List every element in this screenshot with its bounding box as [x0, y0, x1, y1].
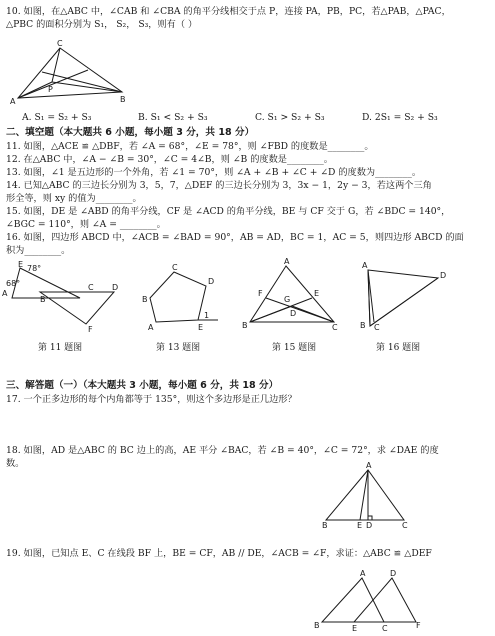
label-b: B — [120, 95, 126, 104]
triangle-abc — [326, 470, 404, 520]
fig15-label-g: G — [284, 295, 291, 304]
fig15-label-b: B — [242, 321, 248, 330]
q19-label-f: F — [416, 621, 421, 630]
q10-option-d[interactable]: D. 2S₁ = S₂ + S₃ — [362, 112, 438, 123]
figure-11 — [2, 260, 123, 334]
question-16-line-1: 16. 如图，四边形 ABCD 中，∠ACB = ∠BAD = 90°，AB = AD，BC = 1，AC = 5，则四边形 ABCD 的面 — [6, 232, 464, 243]
q19-label-a: A — [360, 569, 366, 578]
question-13: 13. 如图，∠1 是五边形的一个外角，若 ∠1 = 70°，则 ∠A + ∠B + ∠C + ∠D 的度数为________。 — [6, 167, 422, 178]
question-10-figure — [10, 39, 126, 106]
question-10-line-1: 10. 如图，在△ABC 中，∠CAB 和 ∠CBA 的角平分线相交于点 P，连接 PA，PB，PC，若△PAB，△PAC， — [6, 6, 451, 17]
question-19-line-1: 19. 如图，已知点 E、C 在线段 BF 上，BE = CF，AB // DE，∠ACB = ∠F，求证：△ABC ≌ △DEF — [6, 548, 432, 559]
question-18-figure — [320, 461, 410, 530]
question-18-line-2: 数。 — [6, 458, 25, 469]
fig11-label-a: A — [2, 289, 8, 298]
pentagon — [150, 272, 206, 322]
fig16-label-b: B — [360, 321, 366, 330]
question-12: 12. 在△ABC 中，∠A − ∠B = 30°，∠C = 4∠B，则 ∠B 的度数是________。 — [6, 154, 333, 165]
question-11: 11. 如图，△ACE ≌ △DBF，若 ∠A = 68°，∠E = 78°，则 ∠FBD 的度数是________。 — [6, 141, 374, 152]
q18-label-a: A — [366, 461, 372, 470]
triangle-abd — [368, 270, 438, 326]
right-angle-mark — [368, 516, 372, 520]
label-a: A — [10, 97, 16, 106]
fig15-label-d: D — [290, 309, 297, 318]
question-19-figure — [314, 569, 428, 633]
fig15-label-c: C — [332, 323, 338, 332]
q19-label-d: D — [390, 569, 397, 578]
question-10-line-2: △PBC 的面积分别为 S₁， S₂， S₃，则有（ ） — [6, 19, 198, 30]
segment-bd — [250, 306, 292, 322]
triangle-def — [354, 578, 416, 622]
q10-option-c[interactable]: C. S₁ > S₂ + S₃ — [255, 112, 325, 123]
question-14-line-1: 14. 已知△ABC 的三边长分别为 3，5，7，△DEF 的三边长分别为 3，3x − 1，2y − 3，若这两个三角 — [6, 180, 432, 191]
fig15-label-f: F — [258, 289, 263, 298]
q19-label-e: E — [352, 624, 358, 633]
q19-label-b: B — [314, 621, 320, 630]
fig13-label-a: A — [148, 323, 154, 332]
fig13-label-1: 1 — [204, 311, 210, 320]
figure-16-caption: 第 16 题图 — [376, 343, 421, 353]
question-15-line-1: 15. 如图，DE 是 ∠ABD 的角平分线，CF 是 ∠ACD 的角平分线，BE 与 CF 交于 G，若 ∠BDC = 140°， — [6, 206, 451, 217]
figure-11-caption: 第 11 题图 — [38, 343, 83, 353]
diagonal-bd — [370, 278, 438, 326]
fig13-label-e: E — [198, 323, 204, 332]
fig11-label-c: C — [88, 283, 94, 292]
bisector-a — [18, 70, 88, 98]
q10-option-a[interactable]: A. S₁ = S₂ + S₃ — [22, 112, 92, 123]
fig15-label-a: A — [284, 257, 290, 266]
figure-15 — [242, 257, 344, 334]
section-2-title: 二、填空题（本大题共 6 小题，每小题 3 分，共 18 分） — [6, 127, 255, 138]
triangle-abc — [322, 578, 384, 622]
triangle-ace — [12, 268, 80, 298]
figure-15-caption: 第 15 题图 — [272, 343, 317, 353]
figure-13-caption: 第 13 题图 — [156, 343, 201, 353]
question-18-line-1: 18. 如图，AD 是△ABC 的 BC 边上的高，AE 平分 ∠BAC，若 ∠B = 40°，∠C = 72°，求 ∠DAE 的度 — [6, 445, 439, 456]
figure-16 — [360, 261, 450, 332]
fig16-label-d: D — [440, 271, 447, 280]
fig13-label-b: B — [142, 295, 148, 304]
label-c: C — [57, 39, 63, 48]
q18-label-d: D — [366, 521, 373, 530]
fig16-label-a: A — [362, 261, 368, 270]
question-17: 17. 一个正多边形的每个内角都等于 135°，则这个多边形是正几边形？ — [6, 394, 297, 405]
fig13-label-d: D — [208, 277, 215, 286]
fig11-label-f: F — [88, 325, 93, 334]
fig16-label-c: C — [374, 323, 380, 332]
fig15-label-e: E — [314, 289, 320, 298]
q10-option-b[interactable]: B. S₁ < S₂ + S₃ — [138, 112, 208, 123]
section-3-title: 三、解答题（一）（本大题共 3 小题，每小题 6 分，共 18 分） — [6, 380, 279, 391]
fig11-label-b: B — [40, 295, 46, 304]
q18-label-b: B — [322, 521, 328, 530]
question-14-line-2: 形全等，则 xy 的值为________。 — [6, 193, 142, 204]
q18-label-e: E — [357, 521, 363, 530]
fig11-label-e: E — [18, 260, 24, 269]
figure-13 — [140, 263, 225, 334]
fig13-label-c: C — [172, 263, 178, 272]
question-15-line-2: ∠BGC = 110°，则 ∠A = ________。 — [6, 219, 166, 230]
fig11-angle-e: 78° — [27, 264, 42, 273]
label-p: P — [48, 85, 53, 94]
q18-label-c: C — [402, 521, 408, 530]
fig11-label-d: D — [112, 283, 119, 292]
q19-label-c: C — [382, 624, 388, 633]
question-16-line-2: 积为________。 — [6, 245, 71, 256]
fig11-angle-a: 68° — [6, 279, 21, 288]
